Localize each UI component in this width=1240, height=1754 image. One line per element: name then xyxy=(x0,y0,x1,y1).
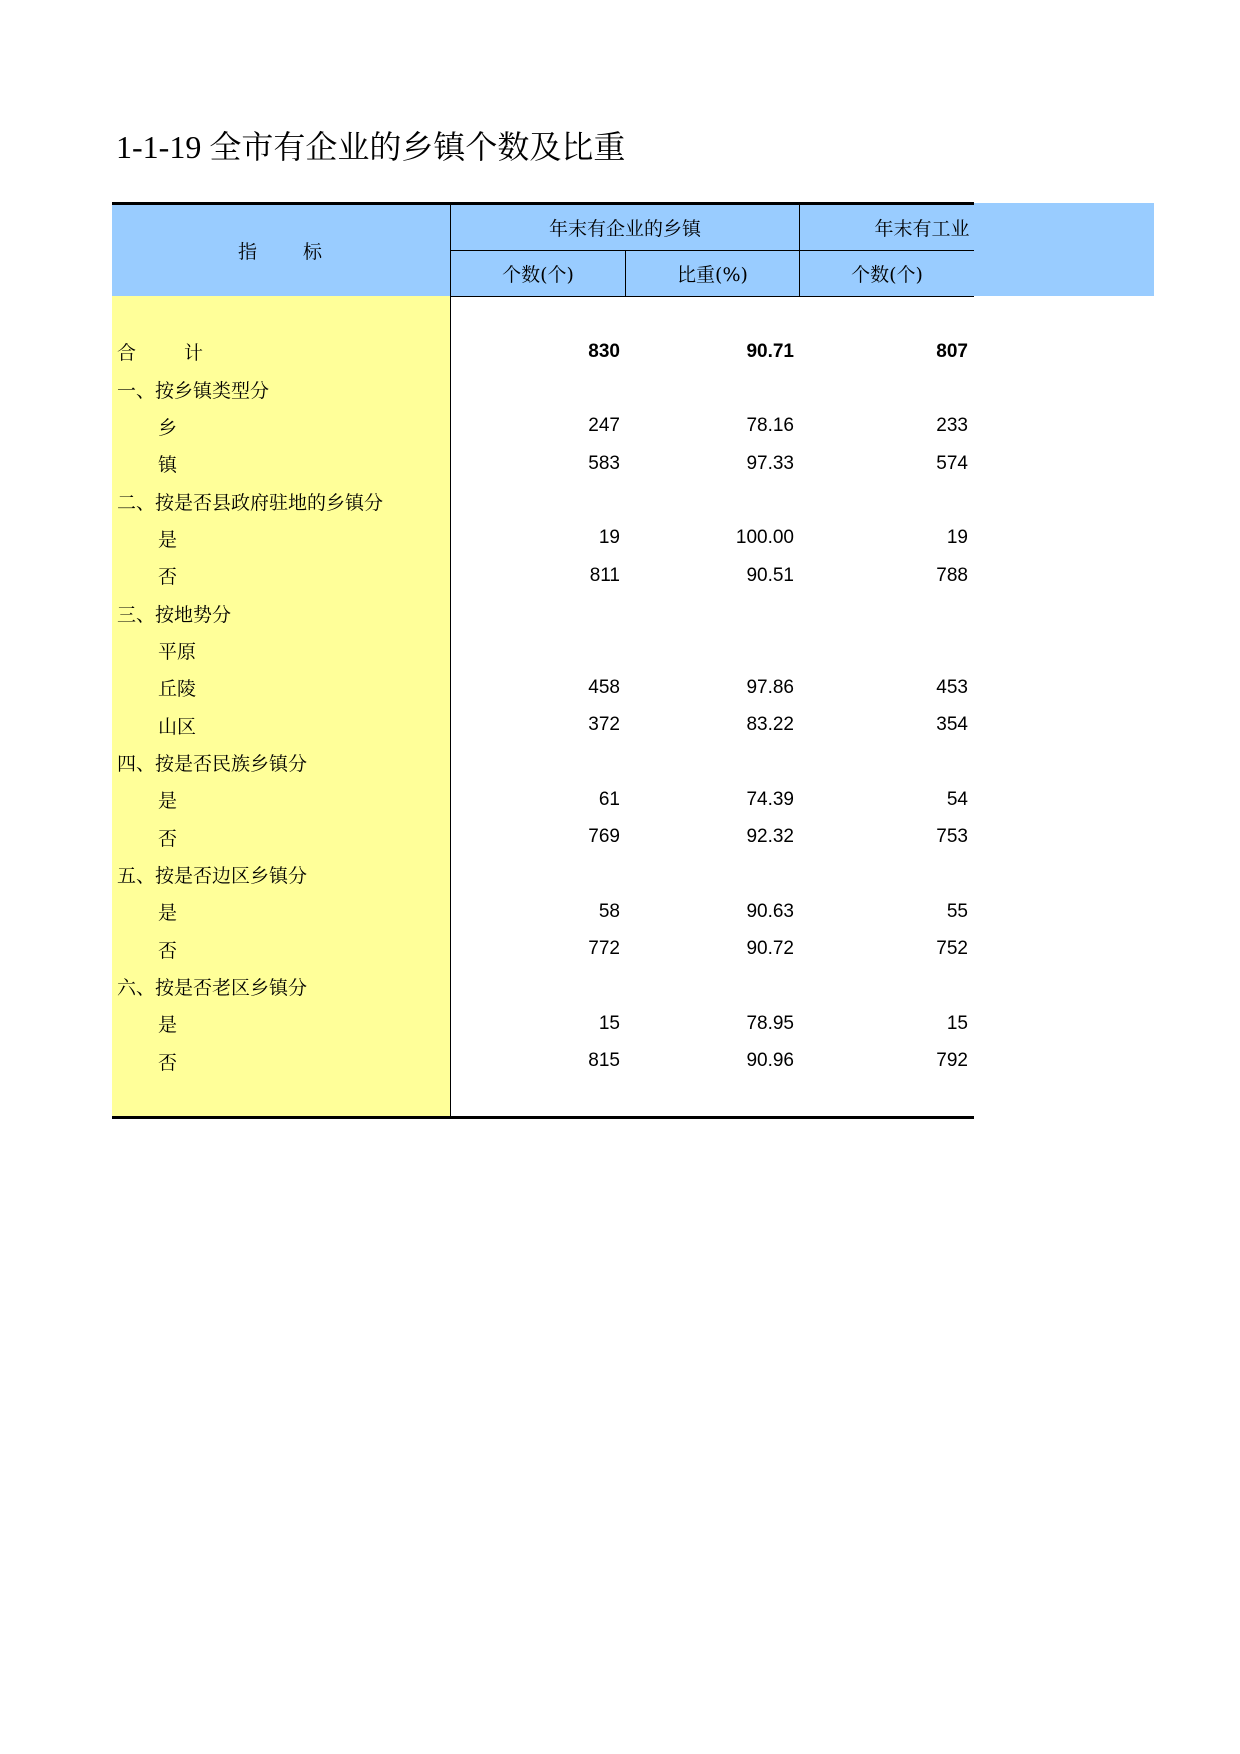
cell-count xyxy=(450,482,625,519)
cell-count: 15 xyxy=(598,1012,620,1034)
cell-ratio: 74.39 xyxy=(746,788,794,810)
cell-count2: 753 xyxy=(936,826,968,848)
cell-count: 247 xyxy=(588,415,620,437)
indicator-header: 指 标 xyxy=(112,204,451,297)
cell-count2: 19 xyxy=(946,527,968,549)
cell-count xyxy=(450,594,625,631)
cell-ratio xyxy=(625,370,799,407)
row-label: 三、按地势分 xyxy=(117,603,232,626)
row-label: 否 xyxy=(158,939,178,962)
page-title: 1-1-19 全市有企业的乡镇个数及比重 xyxy=(116,129,626,165)
cell-ratio: 78.95 xyxy=(746,1012,794,1034)
table-row xyxy=(112,520,973,557)
cell-count: 830 xyxy=(588,340,620,362)
group-header-industry: 年末有工业 xyxy=(800,204,975,251)
row-label: 否 xyxy=(158,827,178,850)
cell-ratio: 92.32 xyxy=(746,826,794,848)
table-row xyxy=(112,706,973,743)
table-row xyxy=(112,557,973,594)
cell-ratio xyxy=(625,856,799,893)
row-label: 山区 xyxy=(158,715,197,738)
cell-ratio: 90.63 xyxy=(746,900,794,922)
table-row-total xyxy=(112,333,973,370)
cell-count2: 807 xyxy=(936,340,968,362)
cell-count2 xyxy=(799,744,973,781)
cell-count xyxy=(450,968,625,1005)
cell-ratio: 90.51 xyxy=(746,564,794,586)
cell-count: 769 xyxy=(588,826,620,848)
cell-count2: 15 xyxy=(946,1012,968,1034)
cell-count xyxy=(450,370,625,407)
row-label: 一、按乡镇类型分 xyxy=(117,379,270,402)
table-row xyxy=(112,893,973,930)
table-row xyxy=(112,781,973,818)
row-label: 是 xyxy=(158,790,178,813)
row-label: 乡 xyxy=(158,416,178,439)
table-row xyxy=(112,856,973,893)
table-row xyxy=(112,370,973,407)
cell-count: 772 xyxy=(588,938,620,960)
cell-count2: 55 xyxy=(946,900,968,922)
table-row xyxy=(112,669,973,706)
row-label: 镇 xyxy=(158,454,178,477)
cell-count2: 453 xyxy=(936,676,968,698)
cell-ratio: 97.33 xyxy=(746,452,794,474)
table-row xyxy=(112,744,973,781)
row-label: 五、按是否边区乡镇分 xyxy=(117,864,308,887)
row-label: 平原 xyxy=(158,640,197,663)
table-row xyxy=(112,632,973,669)
col-header-count: 个数(个) xyxy=(451,251,626,297)
cell-count2 xyxy=(799,856,973,893)
cell-count: 19 xyxy=(598,527,620,549)
cell-count2: 792 xyxy=(936,1050,968,1072)
cell-count2: 354 xyxy=(936,714,968,736)
row-label: 否 xyxy=(158,566,178,589)
cell-count2 xyxy=(799,632,973,669)
table-row xyxy=(112,818,973,855)
cell-count: 815 xyxy=(588,1050,620,1072)
cell-ratio: 100.00 xyxy=(735,527,794,549)
cell-ratio: 97.86 xyxy=(746,676,794,698)
cell-count2: 574 xyxy=(936,452,968,474)
cell-count2 xyxy=(799,482,973,519)
cell-count2 xyxy=(799,968,973,1005)
cell-ratio: 90.96 xyxy=(746,1050,794,1072)
row-label: 二、按是否县政府驻地的乡镇分 xyxy=(117,491,384,514)
cell-ratio xyxy=(625,632,799,669)
row-label: 四、按是否民族乡镇分 xyxy=(117,752,308,775)
cell-count xyxy=(450,632,625,669)
table-row xyxy=(112,931,973,968)
data-table xyxy=(112,333,973,1080)
row-label: 丘陵 xyxy=(158,678,197,701)
group-header-enterprise: 年末有企业的乡镇 xyxy=(451,204,800,251)
cell-ratio xyxy=(625,968,799,1005)
cell-count2 xyxy=(799,370,973,407)
cell-ratio: 83.22 xyxy=(746,714,794,736)
table-row xyxy=(112,1043,973,1080)
table-row xyxy=(112,1005,973,1042)
cell-ratio xyxy=(625,744,799,781)
cell-count: 58 xyxy=(598,900,620,922)
row-label: 是 xyxy=(158,902,178,925)
cell-count2: 54 xyxy=(946,788,968,810)
col-header-count2: 个数(个) xyxy=(800,251,975,297)
table-row xyxy=(112,968,973,1005)
cell-count2 xyxy=(799,594,973,631)
cell-ratio xyxy=(625,482,799,519)
row-label: 是 xyxy=(158,528,178,551)
table-row xyxy=(112,482,973,519)
row-label: 合 计 xyxy=(117,342,204,365)
cell-count: 372 xyxy=(588,714,620,736)
table-row xyxy=(112,445,973,482)
cell-count: 61 xyxy=(598,788,620,810)
row-label: 六、按是否老区乡镇分 xyxy=(117,977,308,1000)
table-row xyxy=(112,408,973,445)
table-header xyxy=(112,202,974,297)
cell-count xyxy=(450,744,625,781)
cell-count: 458 xyxy=(588,676,620,698)
table-row xyxy=(112,594,973,631)
cell-ratio xyxy=(625,594,799,631)
cell-count2: 788 xyxy=(936,564,968,586)
table-bottom-rule xyxy=(112,1116,974,1119)
cell-ratio: 90.71 xyxy=(746,340,794,362)
cell-count xyxy=(450,856,625,893)
cell-count2: 233 xyxy=(936,415,968,437)
cell-ratio: 90.72 xyxy=(746,938,794,960)
cell-ratio: 78.16 xyxy=(746,415,794,437)
col-header-ratio: 比重(%) xyxy=(626,251,800,297)
cell-count2: 752 xyxy=(936,938,968,960)
row-label: 是 xyxy=(158,1014,178,1037)
cell-count: 583 xyxy=(588,452,620,474)
row-label: 否 xyxy=(158,1051,178,1074)
cell-count: 811 xyxy=(589,564,620,586)
